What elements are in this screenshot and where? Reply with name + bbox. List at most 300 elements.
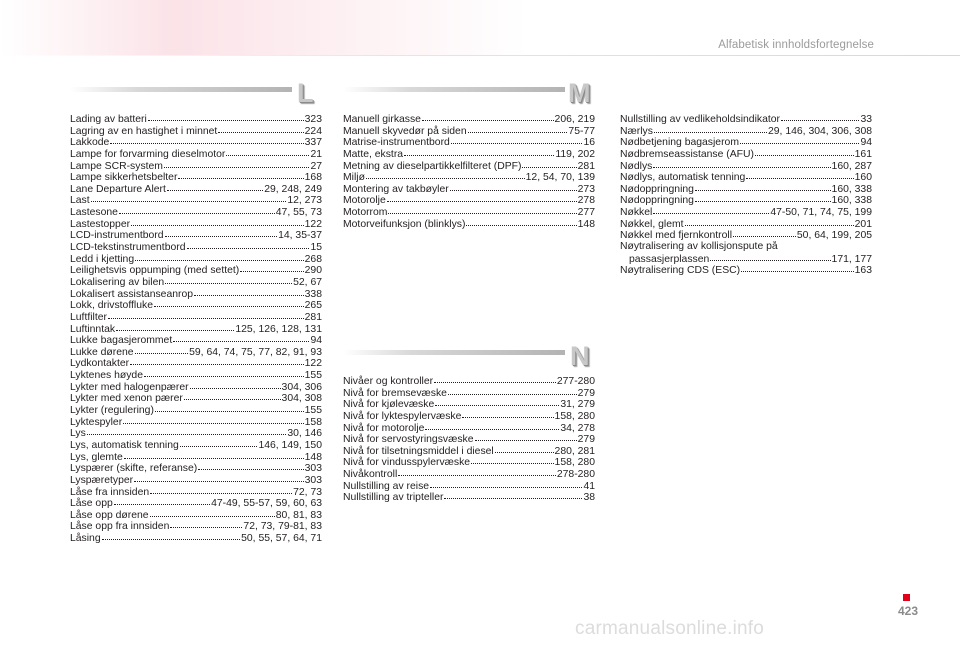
- dot-leader: [755, 148, 854, 156]
- index-entry: [70, 462, 322, 474]
- header-rule: [0, 55, 960, 56]
- entry-term: Låse opp dørene: [70, 509, 149, 521]
- entry-term: Matte, ekstra: [343, 148, 404, 160]
- entry-pages: 290: [304, 265, 322, 276]
- entry-term: Nivåer og kontroller: [343, 376, 434, 387]
- entry-pages: 38: [583, 492, 595, 504]
- entry-term: LCD-instrumentbord: [70, 230, 164, 242]
- dot-leader: [165, 229, 278, 237]
- dot-leader: [740, 136, 859, 144]
- dot-leader: [116, 323, 234, 331]
- dot-leader: [218, 125, 303, 133]
- index-entry: [70, 299, 322, 311]
- entry-term: Lykter med halogenpærer: [70, 381, 189, 393]
- section-l-letter: L: [297, 78, 314, 108]
- entry-term: Montering av takbøyler: [343, 183, 449, 195]
- entry-pages: 52, 67: [293, 276, 322, 288]
- entry-pages: 33: [860, 114, 872, 125]
- section-n-letter: N: [570, 341, 590, 371]
- dot-leader: [114, 497, 210, 505]
- dot-leader: [148, 113, 304, 121]
- index-entry: [70, 125, 322, 137]
- entry-pages: 224: [304, 125, 322, 137]
- entry-pages: 72, 73: [293, 486, 322, 498]
- index-entry: [343, 125, 595, 137]
- dot-leader: [226, 148, 309, 156]
- dot-leader: [150, 486, 292, 494]
- entry-pages: 163: [854, 265, 872, 276]
- index-entry: [343, 491, 595, 503]
- entry-pages: 273: [577, 183, 595, 195]
- index-entry: [343, 480, 595, 492]
- entry-pages: 265: [304, 300, 322, 311]
- index-entry: [343, 194, 595, 206]
- entry-term: Nullstilling av tripteller: [343, 492, 444, 504]
- index-entry: [70, 160, 322, 172]
- entry-term: Nivå for servostyringsvæske: [343, 434, 474, 445]
- index-entry: [70, 381, 322, 393]
- entry-term: Nødlys, automatisk tenning: [620, 172, 746, 183]
- index-entry: [620, 136, 872, 148]
- entry-term: Leilighetsvis oppumping (med settet): [70, 265, 240, 276]
- entry-term: Nøytralisering CDS (ESC): [620, 265, 741, 276]
- dot-leader: [695, 194, 831, 202]
- entry-pages: 30, 146: [287, 428, 322, 439]
- entry-term: Nivå for lyktespylervæske: [343, 410, 462, 422]
- entry-pages: 47, 55, 73: [275, 207, 322, 218]
- page-marker: [903, 594, 910, 601]
- entry-pages: 148: [577, 218, 595, 230]
- dot-leader: [462, 410, 553, 418]
- index-entry: [70, 229, 322, 241]
- entry-term: Nivå for motorolje: [343, 422, 425, 434]
- entry-pages: 279: [577, 387, 595, 399]
- index-entry: [343, 218, 595, 230]
- dot-leader: [434, 375, 556, 383]
- section-n-top-entries: [620, 113, 872, 276]
- entry-pages: 80, 81, 83: [275, 509, 322, 521]
- index-entry: [70, 194, 322, 206]
- entry-term: Nødlys: [620, 160, 653, 172]
- entry-pages: 278-280: [556, 469, 595, 480]
- entry-pages: 50, 55, 57, 64, 71: [241, 533, 322, 544]
- page-title: Alfabetisk innholdsfortegnelse: [718, 39, 874, 51]
- watermark: carmanualsonline.info: [575, 618, 765, 639]
- dot-leader: [170, 520, 242, 528]
- dot-leader: [653, 160, 830, 168]
- dot-leader: [471, 456, 554, 464]
- entry-term: Metning av dieselpartikkelfilteret (DPF): [343, 160, 522, 172]
- entry-pages: 14, 35-37: [278, 230, 322, 242]
- index-entry: [70, 323, 322, 335]
- entry-term: Nærlys: [620, 125, 653, 137]
- index-entry: [620, 148, 872, 160]
- entry-term: Lastestopper: [70, 218, 131, 230]
- entry-term: Nødbetjening bagasjerom: [620, 137, 739, 148]
- entry-term: Manuell girkasse: [343, 114, 421, 125]
- entry-pages: 125, 126, 128, 131: [235, 323, 322, 335]
- entry-pages: 29, 146, 304, 306, 308: [768, 125, 872, 137]
- entry-term: Lampe SCR-system: [70, 160, 163, 172]
- index-entry: [70, 357, 322, 369]
- index-entry: [70, 532, 322, 544]
- dot-leader: [198, 462, 303, 470]
- dot-leader: [466, 218, 576, 226]
- entry-term: Lakkode: [70, 137, 110, 148]
- index-entry: [620, 171, 872, 183]
- entry-pages: 304, 306: [281, 381, 322, 393]
- index-entry: [70, 427, 322, 439]
- dot-leader: [131, 218, 304, 226]
- index-entry: [70, 451, 322, 463]
- entry-term: Nivå for tilsetningsmiddel i diesel: [343, 445, 494, 457]
- entry-term: Lokk, drivstoffluke: [70, 300, 153, 311]
- dot-leader: [164, 160, 309, 168]
- dot-leader: [155, 404, 304, 412]
- entry-term: Last: [70, 195, 90, 207]
- entry-term: LCD-tekstinstrumentbord: [70, 242, 186, 253]
- section-m-entries: [343, 113, 595, 229]
- entry-pages: 146, 149, 150: [258, 439, 322, 451]
- index-entry: [343, 468, 595, 480]
- dot-leader: [475, 433, 577, 441]
- dot-leader: [194, 288, 304, 296]
- entry-term: Låse opp fra innsiden: [70, 521, 170, 533]
- entry-term: Lokalisert assistanseanrop: [70, 288, 194, 300]
- entry-pages: 75-77: [568, 125, 595, 137]
- dot-leader: [741, 264, 854, 272]
- entry-pages: 280, 281: [554, 445, 595, 457]
- index-entry: [70, 486, 322, 498]
- entry-pages: 41: [583, 480, 595, 492]
- dot-leader: [91, 194, 287, 202]
- index-entry: [70, 241, 322, 253]
- index-entry: [70, 171, 322, 183]
- entry-pages: 160: [854, 172, 872, 183]
- dot-leader: [240, 264, 303, 272]
- entry-term: Lagring av en hastighet i minnet: [70, 125, 218, 137]
- dot-leader: [387, 194, 577, 202]
- entry-pages: 94: [860, 137, 872, 148]
- section-n-bar: [343, 350, 565, 355]
- dot-leader: [108, 311, 304, 319]
- dot-leader: [184, 392, 281, 400]
- index-entry: [70, 509, 322, 521]
- index-entry: [620, 194, 872, 206]
- dot-leader: [154, 299, 304, 307]
- dot-leader: [685, 218, 854, 226]
- dot-leader: [425, 422, 559, 430]
- index-entry: [343, 445, 595, 457]
- dot-leader: [710, 253, 830, 261]
- index-entry: [70, 206, 322, 218]
- entry-term: Nøytralisering av kollisjonspute på: [620, 241, 778, 253]
- entry-term: Nødoppringning: [620, 195, 694, 207]
- dot-leader: [135, 253, 304, 261]
- entry-pages: 337: [304, 137, 322, 148]
- dot-leader: [435, 398, 559, 406]
- index-entry: [70, 392, 322, 404]
- dot-leader: [495, 445, 554, 453]
- entry-pages: 72, 73, 79-81, 83: [243, 521, 322, 533]
- dot-leader: [448, 387, 577, 395]
- dot-leader: [398, 468, 556, 476]
- entry-pages: 122: [304, 218, 322, 230]
- dot-leader: [781, 113, 859, 121]
- entry-pages: 119, 202: [555, 148, 595, 160]
- entry-term: Nøkkel, glemt: [620, 218, 684, 230]
- index-entry: [70, 288, 322, 300]
- entry-pages: 50, 64, 199, 205: [796, 230, 872, 242]
- dot-leader: [180, 439, 258, 447]
- dot-leader: [653, 206, 769, 214]
- dot-leader: [124, 451, 304, 459]
- index-entry: [70, 520, 322, 532]
- index-entry: [343, 398, 595, 410]
- index-entry: [343, 456, 595, 468]
- entry-term: Motorrom: [343, 207, 388, 218]
- dot-leader: [119, 206, 275, 214]
- entry-term: Lampe sikkerhetsbelter: [70, 172, 178, 183]
- entry-pages: 47-49, 55-57, 59, 60, 63: [211, 498, 322, 509]
- section-m-bar: [343, 87, 565, 92]
- entry-term: Lading av batteri: [70, 114, 147, 125]
- entry-pages: 12, 54, 70, 139: [525, 172, 595, 183]
- index-entry: [620, 113, 872, 125]
- index-entry: [70, 183, 322, 195]
- entry-term: Lydkontakter: [70, 358, 130, 370]
- entry-pages: 171, 177: [831, 253, 872, 265]
- entry-pages: 94: [310, 335, 322, 346]
- entry-term: Nødoppringning: [620, 183, 694, 195]
- entry-term: Miljø: [343, 172, 365, 183]
- index-entry: [70, 311, 322, 323]
- index-entry: [70, 369, 322, 381]
- index-entry: [70, 416, 322, 428]
- entry-term: Motorolje: [343, 195, 386, 207]
- entry-term: Lys, automatisk tenning: [70, 439, 179, 451]
- section-m-letter: M: [568, 78, 591, 108]
- entry-pages: 281: [304, 311, 322, 323]
- entry-term: Manuell skyvedør på siden: [343, 125, 467, 137]
- index-entry: [343, 136, 595, 148]
- index-entry: [70, 276, 322, 288]
- index-entry: [343, 160, 595, 172]
- index-entry: [70, 136, 322, 148]
- entry-term: Låse opp: [70, 498, 113, 509]
- index-entry: [70, 148, 322, 160]
- dot-leader: [144, 369, 304, 377]
- entry-pages: 158, 280: [554, 457, 595, 469]
- entry-pages: 161: [854, 148, 872, 160]
- entry-pages: 303: [304, 463, 322, 474]
- index-entry: [343, 148, 595, 160]
- entry-pages: 338: [304, 288, 322, 300]
- entry-pages: 201: [854, 218, 872, 230]
- entry-pages: 47-50, 71, 74, 75, 199: [770, 207, 872, 218]
- index-entry: [620, 206, 872, 218]
- index-entry: [70, 334, 322, 346]
- entry-pages: 59, 64, 74, 75, 77, 82, 91, 93: [189, 346, 322, 358]
- index-entry: [70, 264, 322, 276]
- index-entry: [70, 253, 322, 265]
- dot-leader: [102, 532, 240, 540]
- dot-leader: [173, 334, 309, 342]
- entry-term: Lyspærer (skifte, referanse): [70, 463, 198, 474]
- entry-pages: 281: [577, 160, 595, 172]
- index-entry: [70, 439, 322, 451]
- entry-pages: 21: [310, 148, 322, 160]
- dot-leader: [87, 427, 287, 435]
- dot-leader: [167, 183, 263, 191]
- entry-pages: 158: [304, 416, 322, 428]
- index-entry: [343, 113, 595, 125]
- entry-pages: 168: [304, 172, 322, 183]
- index-entry: [620, 229, 872, 241]
- entry-term: Lys: [70, 428, 86, 439]
- entry-pages: 279: [577, 434, 595, 445]
- entry-pages: 304, 308: [281, 393, 322, 405]
- entry-pages: 303: [304, 474, 322, 486]
- dot-leader: [733, 229, 796, 237]
- entry-term: Låse fra innsiden: [70, 486, 150, 498]
- entry-term: Lastesone: [70, 207, 118, 218]
- entry-pages: 206, 219: [554, 114, 595, 125]
- entry-term: passasjerplassen: [629, 253, 710, 265]
- entry-term: Lykter med xenon pærer: [70, 393, 183, 405]
- entry-term: Nøkkel: [620, 207, 653, 218]
- entry-term: Lys, glemte: [70, 451, 123, 463]
- entry-term: Lukke bagasjerommet: [70, 335, 173, 346]
- entry-term: Nødbremseassistanse (AFU): [620, 148, 754, 160]
- entry-term: Motorveifunksjon (blinklys): [343, 218, 466, 230]
- dot-leader: [130, 357, 304, 365]
- entry-pages: 15: [310, 242, 322, 253]
- entry-term: Nivå for vindusspylervæske: [343, 457, 471, 469]
- entry-pages: 155: [304, 370, 322, 381]
- entry-pages: 268: [304, 253, 322, 265]
- dot-leader: [150, 509, 275, 517]
- dot-leader: [178, 171, 303, 179]
- index-entry: [343, 410, 595, 422]
- index-entry: [343, 206, 595, 218]
- dot-leader: [165, 276, 292, 284]
- entry-pages: 155: [304, 405, 322, 416]
- entry-term: Nullstilling av reise: [343, 480, 430, 492]
- entry-pages: 34, 278: [560, 422, 595, 434]
- page-number: 423: [898, 604, 919, 618]
- index-entry: [620, 264, 872, 276]
- entry-term: Matrise-instrumentbord: [343, 137, 450, 148]
- index-entry: [620, 218, 872, 230]
- index-entry: [620, 241, 872, 253]
- entry-term: Lykter (regulering): [70, 405, 154, 416]
- index-entry: [620, 160, 872, 172]
- index-entry: [70, 404, 322, 416]
- dot-leader: [134, 474, 304, 482]
- dot-leader: [366, 171, 525, 179]
- dot-leader: [388, 206, 576, 214]
- index-entry: [620, 253, 872, 265]
- entry-term: Luftinntak: [70, 323, 116, 335]
- dot-leader: [404, 148, 554, 156]
- index-entry: [70, 474, 322, 486]
- dot-leader: [190, 381, 281, 389]
- dot-leader: [422, 113, 554, 121]
- index-entry: [343, 183, 595, 195]
- entry-term: Ledd i kjetting: [70, 253, 135, 265]
- dot-leader: [522, 160, 576, 168]
- dot-leader: [135, 346, 189, 354]
- entry-term: Lyktenes høyde: [70, 370, 143, 381]
- entry-term: Nivå for kjølevæske: [343, 399, 435, 410]
- entry-term: Lyktespyler: [70, 416, 123, 428]
- index-entry: [70, 218, 322, 230]
- index-entry: [70, 346, 322, 358]
- index-entry: [343, 375, 595, 387]
- entry-term: Lampe for forvarming dieselmotor: [70, 148, 226, 160]
- entry-pages: 158, 280: [554, 410, 595, 422]
- index-entry: [70, 113, 322, 125]
- dot-leader: [187, 241, 310, 249]
- dot-leader: [746, 171, 853, 179]
- entry-term: Lukke dørene: [70, 346, 134, 358]
- entry-pages: 148: [304, 451, 322, 463]
- index-entry: [343, 433, 595, 445]
- dot-leader: [451, 136, 583, 144]
- section-n-entries: [343, 375, 595, 503]
- dot-leader: [695, 183, 831, 191]
- index-entry: [343, 171, 595, 183]
- entry-pages: 29, 248, 249: [264, 183, 322, 195]
- dot-leader: [450, 183, 577, 191]
- entry-pages: 277: [577, 207, 595, 218]
- entry-pages: 12, 273: [287, 195, 322, 207]
- index-entry: [343, 422, 595, 434]
- dot-leader: [110, 136, 303, 144]
- entry-pages: 27: [310, 160, 322, 172]
- entry-term: Nullstilling av vedlikeholdsindikator: [620, 114, 780, 125]
- section-l-bar: [70, 87, 292, 92]
- entry-pages: 31, 279: [560, 399, 595, 410]
- dot-leader: [430, 480, 582, 488]
- entry-term: Nivåkontroll: [343, 469, 398, 480]
- index-entry: [620, 125, 872, 137]
- dot-leader: [444, 491, 582, 499]
- entry-pages: 323: [304, 114, 322, 125]
- entry-pages: 160, 338: [831, 183, 872, 195]
- entry-pages: 122: [304, 358, 322, 370]
- entry-term: Nivå for bremsevæske: [343, 387, 447, 399]
- section-l-entries: [70, 113, 322, 544]
- entry-pages: 16: [583, 137, 595, 148]
- entry-pages: 160, 287: [831, 160, 872, 172]
- index-entry: [343, 387, 595, 399]
- dot-leader: [468, 125, 568, 133]
- entry-term: Luftfilter: [70, 311, 107, 323]
- entry-pages: 160, 338: [831, 195, 872, 207]
- entry-term: Låsing: [70, 533, 101, 544]
- entry-term: Nøkkel med fjernkontroll: [620, 230, 733, 242]
- index-entry: [620, 183, 872, 195]
- index-entry: [70, 497, 322, 509]
- entry-term: Lane Departure Alert: [70, 183, 166, 195]
- dot-leader: [654, 125, 767, 133]
- dot-leader: [123, 416, 303, 424]
- entry-term: Lyspæretyper: [70, 474, 134, 486]
- entry-pages: 278: [577, 195, 595, 207]
- entry-pages: 277-280: [556, 376, 595, 387]
